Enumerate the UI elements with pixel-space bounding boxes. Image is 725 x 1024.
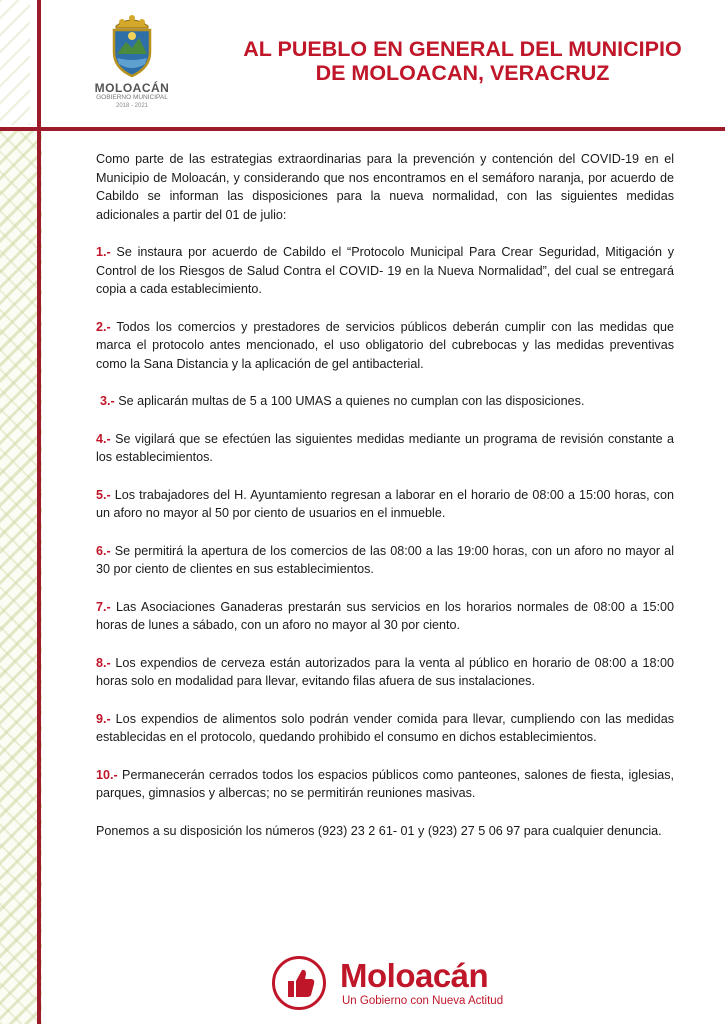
measure-item — [96, 542, 674, 579]
measure-text: Todos los comercios y prestadores de servicios públicos deberán cumplir con las medidas que marca el protocolo antes mencionado, el uso obligatorio del cubrebocas y las medidas preventivas como la Sana Distancia y la aplicación de gel antibacterial. — [96, 319, 674, 371]
measure-item — [96, 392, 674, 411]
closing-paragraph: Ponemos a su disposición los números (923) 23 2 61- 01 y (923) 27 5 06 97 para cualquier denuncia. — [96, 823, 662, 838]
title-line-1: AL PUEBLO EN GENERAL DEL MUNICIPIO — [243, 37, 682, 61]
thumbs-up-icon — [272, 956, 326, 1010]
title-line-2: DE MOLOACAN, VERACRUZ — [315, 61, 610, 85]
announcement-body — [96, 150, 674, 859]
measure-text: Las Asociaciones Ganaderas prestarán sus servicios en los horarios normales de 08:00 a 15:00 horas de lunes a sábado, con un aforo no mayor al 30 por ciento. — [96, 599, 674, 632]
measure-number: 10.- — [96, 767, 118, 782]
measure-text: Se instaura por acuerdo de Cabildo el “Protocolo Municipal Para Crear Seguridad, Mitigación y Control de los Riesgos de Salud Contra el COVID- 19 en la Nueva Normalidad”, del cual se entregará copia a cada establecimiento. — [96, 245, 674, 296]
measure-number: 4.- — [96, 431, 111, 446]
footer-brand-logo — [272, 956, 522, 1016]
measure-text: Los expendios de alimentos solo podrán vender comida para llevar, cumpliendo con las medidas establecidas en el protocolo, quedando prohibido el consumo en dichos establecimientos. — [96, 711, 674, 744]
measure-text: Se vigilará que se efectúen las siguientes medidas mediante un programa de revisión constante a los establecimientos. — [96, 431, 674, 464]
measure-number: 9.- — [96, 711, 111, 726]
measure-number: 2.- — [96, 319, 111, 334]
measure-item — [96, 654, 674, 691]
measure-item — [96, 710, 674, 747]
logo-name: MOLOACÁN — [94, 81, 170, 95]
measure-number: 8.- — [96, 655, 111, 670]
side-pattern-decoration — [0, 130, 42, 1024]
coat-of-arms-icon — [108, 14, 156, 78]
measure-item — [96, 598, 674, 635]
measure-number: 6.- — [96, 543, 111, 558]
measure-number: 3.- — [100, 394, 115, 408]
page-title — [210, 37, 715, 85]
measure-text: Los expendios de cerveza están autorizados para la venta al público en horario de 08:00 a 18:00 horas solo en modalidad para llevar, evitando filas afuera de sus instalaciones. — [96, 655, 674, 688]
measure-number: 1.- — [96, 245, 111, 259]
measure-text: Se permitirá la apertura de los comercios de las 08:00 a las 19:00 horas, con un aforo no mayor al 30 por ciento de clientes en sus establecimientos. — [96, 543, 674, 576]
measure-item — [96, 430, 674, 467]
measure-number: 7.- — [96, 599, 111, 614]
horizontal-rule — [0, 127, 725, 131]
logo-years: 2018 - 2021 — [115, 103, 149, 109]
measure-number: 5.- — [96, 487, 111, 502]
measure-text: Se aplicarán multas de 5 a 100 UMAS a quienes no cumplan con las disposiciones. — [114, 394, 585, 408]
logo-subtitle: GOBIERNO MUNICIPAL — [96, 94, 168, 101]
measure-item — [96, 243, 674, 299]
vertical-rule — [37, 0, 41, 1024]
measure-item — [96, 318, 674, 374]
measure-item — [96, 766, 674, 803]
footer-tagline: Un Gobierno con Nueva Actitud — [342, 995, 504, 1007]
measure-item — [96, 486, 674, 523]
measure-text: Permanecerán cerrados todos los espacios públicos como panteones, salones de fiesta, iglesias, parques, gimnasios y albercas; no se permitirán reuniones masivas. — [96, 767, 674, 800]
intro-paragraph: Como parte de las estrategias extraordinarias para la prevención y contención del COVID-19 en el Municipio de Moloacán, y considerando que nos encontramos en el semáforo naranja, por acuerdo de Cabildo se informan las disposiciones para la nueva normalidad, con las siguientes medidas adicionales a partir del 01 de julio: — [96, 152, 674, 222]
footer-brand-name: Moloacán — [340, 957, 489, 994]
municipal-logo — [82, 14, 182, 110]
measure-text: Los trabajadores del H. Ayuntamiento regresan a laborar en el horario de 08:00 a 15:00 horas, con un aforo no mayor al 50 por ciento de usuarios en el inmueble. — [96, 487, 674, 520]
corner-decoration — [0, 0, 30, 125]
